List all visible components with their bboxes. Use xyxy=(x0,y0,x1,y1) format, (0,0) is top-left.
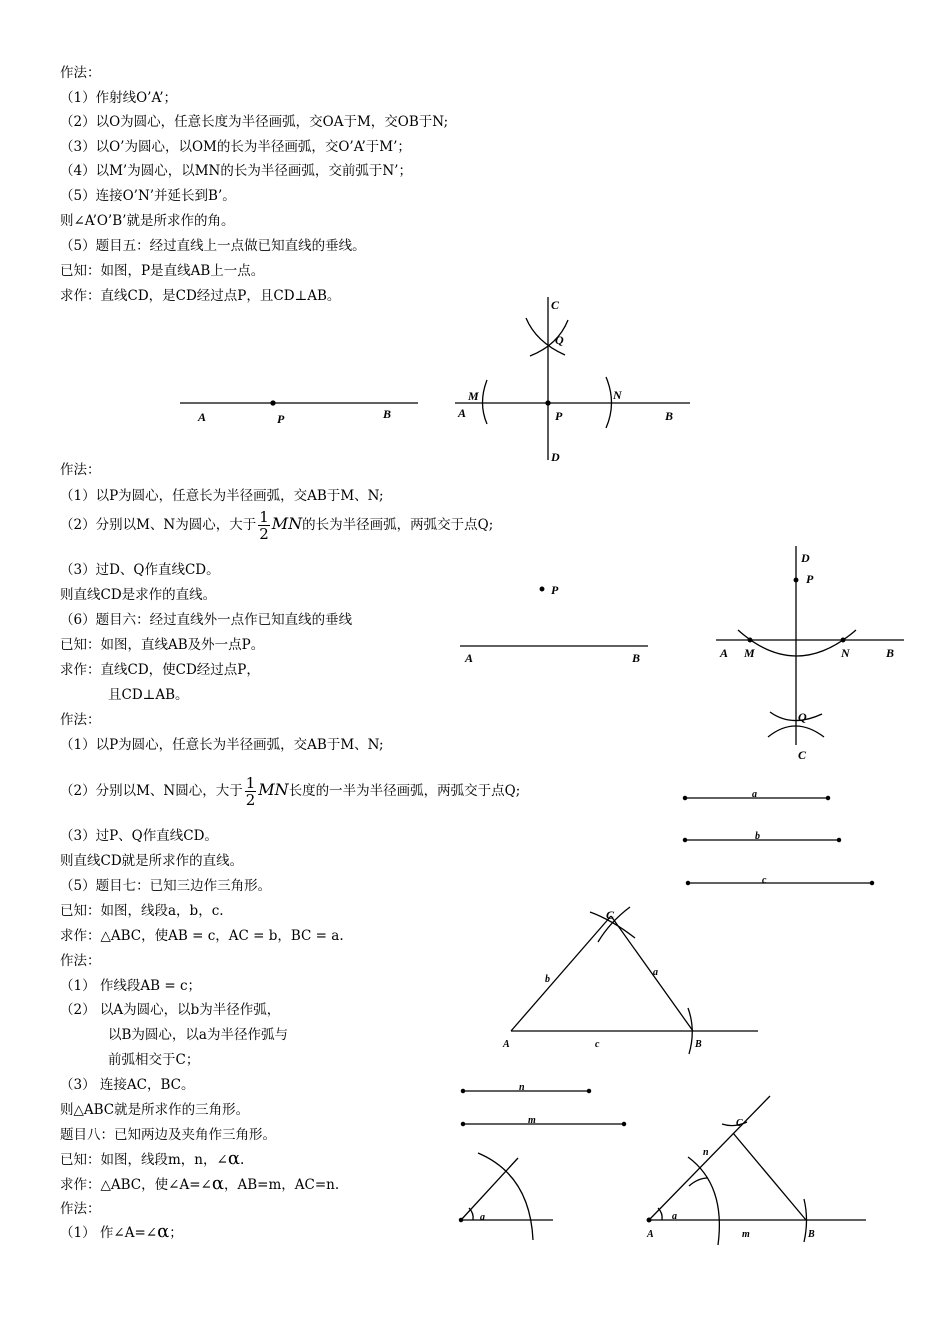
task-text: 求作：△ABC，使AB = c，AC = b，BC = a. xyxy=(60,928,344,944)
label-q: Q xyxy=(798,710,807,724)
step-text: （2） 以A为圆心，以b为半径作弧， xyxy=(60,1002,281,1018)
task-text: 求作：△ABC，使∠A=∠α，AB=m，AC=n. xyxy=(60,1173,340,1194)
label-p: P xyxy=(551,583,559,597)
side-bc xyxy=(733,1133,806,1220)
figure-8-given xyxy=(459,1082,625,1240)
given-text: 已知：如图，P是直线AB上一点。 xyxy=(60,263,265,279)
given-text: 已知：如图，线段m，n，∠α. xyxy=(60,1148,245,1169)
conclusion-text: 则直线CD就是所求作的直线。 xyxy=(60,853,244,869)
problem-title-7: （5）题目七：已知三边作三角形。 xyxy=(60,878,272,894)
given-text: 已知：如图，线段a，b，c. xyxy=(60,903,224,919)
label-n: N xyxy=(613,388,622,402)
step-text: （1）以P为圆心，任意长为半径画弧，交AB于M、N; xyxy=(60,488,384,504)
label-b: B xyxy=(886,646,895,660)
label-b: b xyxy=(755,831,760,842)
arc-mn xyxy=(738,630,856,656)
label-m: M xyxy=(744,646,755,660)
label-a: A xyxy=(198,410,207,424)
figure-6-given xyxy=(460,583,648,665)
point-p xyxy=(271,401,275,405)
method-heading-3: 作法： xyxy=(60,712,101,728)
problem-title-6: （6）题目六：经过直线外一点作已知直线的垂线 xyxy=(60,612,353,628)
conclusion-text: 则∠A’O’B’就是所求作的角。 xyxy=(60,213,235,229)
label-m: M xyxy=(468,389,479,403)
label-d: D xyxy=(801,551,810,565)
label-side-b: b xyxy=(545,974,550,985)
label-a: A xyxy=(458,406,467,420)
ray-ac xyxy=(649,1096,770,1220)
problem-title-8: 题目八：已知两边及夹角作三角形。 xyxy=(60,1127,276,1143)
label-side-c: c xyxy=(595,1039,600,1050)
label-b: B xyxy=(632,651,641,665)
step-text: （3） 连接AC，BC。 xyxy=(60,1077,195,1093)
method-heading-5: 作法： xyxy=(60,1201,101,1217)
label-c: C xyxy=(606,908,615,922)
step-text: 前弧相交于C； xyxy=(108,1052,200,1068)
label-a: A xyxy=(647,1229,654,1240)
arc-angle-copy xyxy=(688,1157,719,1245)
task-text: 求作：直线CD，是CD经过点P，且CD⊥AB。 xyxy=(60,288,341,304)
figure-5-construction xyxy=(455,297,690,464)
label-n: N xyxy=(841,646,850,660)
step-text: （3）过D、Q作直线CD。 xyxy=(60,562,220,578)
arc-n-mark xyxy=(689,1178,708,1186)
label-d: D xyxy=(551,450,560,464)
given-text: 已知：如图，直线AB及外一点P。 xyxy=(60,637,265,653)
conclusion-text: 则直线CD是求作的直线。 xyxy=(60,587,217,603)
point-p xyxy=(546,401,550,405)
label-m: m xyxy=(742,1229,750,1240)
label-m: m xyxy=(528,1115,536,1126)
label-b: B xyxy=(695,1039,702,1050)
task-text: 求作：直线CD，使CD经过点P， xyxy=(60,662,260,678)
step-text-fraction: （2）分别以M、N为圆心，大于 $\frac{1}{2}$ MN的长为半径画弧，两弧交于点Q; xyxy=(60,508,494,543)
label-c: c xyxy=(762,875,767,886)
label-n: n xyxy=(703,1147,709,1158)
label-b: B xyxy=(665,409,674,423)
side-bc xyxy=(611,916,693,1031)
step-text: 以B为圆心，以a为半径作弧与 xyxy=(108,1027,288,1043)
problem-title-5: （5）题目五：经过直线上一点做已知直线的垂线。 xyxy=(60,238,366,254)
label-n: n xyxy=(519,1082,525,1093)
label-a: A xyxy=(465,651,474,665)
figure-7-triangle xyxy=(502,907,758,1054)
label-p: P xyxy=(277,412,285,426)
angle-side-2 xyxy=(461,1158,518,1220)
step-text: （1）以P为圆心，任意长为半径画弧，交AB于M、N; xyxy=(60,737,384,753)
method-heading-1: 作法： xyxy=(60,65,101,81)
step-text-fraction: （2）分别以M、N圆心，大于 $\frac{1}{2}$ MN长度的一半为半径画弧，两弧交于点Q; xyxy=(60,774,521,809)
figure-8-triangle xyxy=(646,1096,866,1245)
figure-6-construction xyxy=(716,546,904,762)
conclusion-text: 则△ABC就是所求作的三角形。 xyxy=(60,1102,250,1118)
point-p xyxy=(794,578,798,582)
step-text: （1） 作∠A=∠α； xyxy=(60,1221,183,1242)
label-c: C xyxy=(736,1118,743,1129)
arc-m xyxy=(483,380,488,424)
figure-7-segments xyxy=(683,789,873,886)
label-q: Q xyxy=(555,333,564,347)
arc-angle xyxy=(478,1153,533,1240)
label-alpha: a xyxy=(480,1212,485,1223)
step-text: （3）以O’为圆心，以OM的长为半径画弧，交O’A’于M’； xyxy=(60,139,411,155)
step-text: （2）以O为圆心，任意长度为半径画弧，交OA于M，交OB于N; xyxy=(60,114,449,130)
step-text: （4）以M’为圆心，以MN的长为半径画弧，交前弧于N’； xyxy=(60,163,412,179)
label-p: P xyxy=(806,572,814,586)
task-text: 且CD⊥AB。 xyxy=(108,687,189,703)
side-ac xyxy=(511,916,611,1031)
fraction-half: $\frac{1}{2}$ xyxy=(245,774,256,809)
label-alpha: a xyxy=(672,1211,677,1222)
label-a: a xyxy=(752,789,757,800)
label-c: C xyxy=(798,748,807,762)
method-heading-4: 作法： xyxy=(60,953,101,969)
label-b: B xyxy=(808,1229,815,1240)
step-text: （1）作射线O’A’； xyxy=(60,90,178,106)
label-a: A xyxy=(503,1039,510,1050)
step-text: （5）连接O’N’并延长到B’。 xyxy=(60,188,236,204)
label-side-a: a xyxy=(653,967,658,978)
label-a: A xyxy=(720,646,729,660)
label-c: C xyxy=(551,298,560,312)
method-heading-2: 作法： xyxy=(60,462,101,478)
point-p xyxy=(540,587,544,591)
step-text: （1） 作线段AB = c； xyxy=(60,978,202,994)
label-b: B xyxy=(383,407,392,421)
step-text: （3）过P、Q作直线CD。 xyxy=(60,828,218,844)
fraction-half: $\frac{1}{2}$ xyxy=(259,508,269,543)
label-p: P xyxy=(555,409,563,423)
figure-5-given xyxy=(180,401,418,426)
